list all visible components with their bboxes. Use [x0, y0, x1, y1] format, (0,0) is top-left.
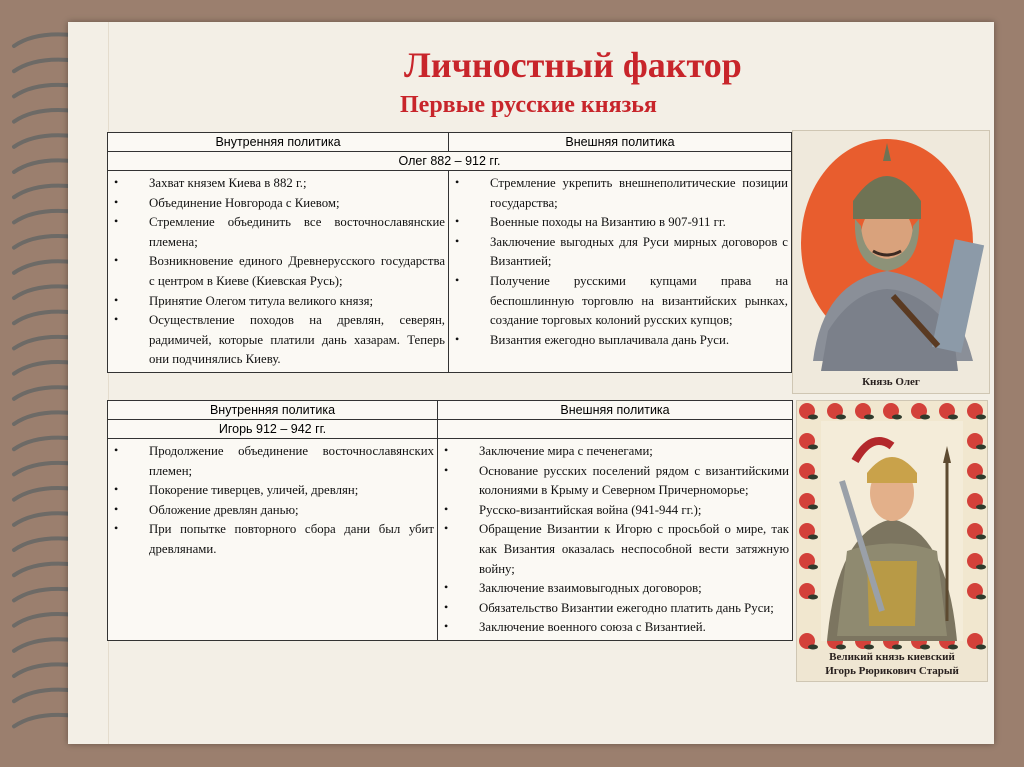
list-item-text: Обложение древлян данью; — [149, 502, 299, 517]
ornament-leaf — [808, 595, 818, 600]
ornament-leaf — [808, 475, 818, 480]
oleg-internal-list — [108, 171, 448, 372]
list-item-text: Захват князем Киева в 882 г.; — [149, 176, 307, 190]
list-item-text: Покорение тиверцев, уличей, древлян; — [149, 483, 359, 498]
list-item-text: Русско-византийская война (941-944 гг.); — [479, 502, 702, 517]
oleg-internal-cell — [108, 171, 449, 373]
bullet-icon: • — [444, 521, 449, 536]
list-item — [438, 520, 789, 579]
list-item-text: Продолжение объединение восточнославянских племен; — [149, 444, 434, 478]
list-item — [108, 292, 445, 312]
list-item-text: Осуществление походов на древлян, северян, радимичей, которые платили дань хазарам. Теперь они подчинялись Киеву. — [149, 313, 445, 367]
ornament-leaf — [892, 415, 902, 420]
page-title: Личностный фактор — [404, 45, 742, 85]
list-item — [108, 252, 445, 291]
ornament-leaf — [976, 445, 986, 450]
list-item — [449, 213, 788, 233]
list-item — [438, 462, 789, 501]
igor-portrait-caption-line1: Великий князь киевский — [829, 651, 955, 663]
list-item-text: Возникновение единого Древнерусского государства с центром в Киеве (Киевская Русь); — [149, 254, 445, 288]
igor-internal-cell — [108, 439, 438, 641]
list-item — [108, 520, 434, 559]
oleg-portrait-image — [793, 131, 989, 393]
ornament-leaf — [836, 645, 846, 650]
bullet-icon: • — [455, 272, 460, 287]
ornament-leaf — [808, 535, 818, 540]
bullet-icon: • — [455, 175, 460, 189]
igor-portrait-image — [797, 401, 987, 681]
list-item — [449, 331, 788, 351]
bullet-icon: • — [444, 580, 449, 595]
igor-policy-table — [107, 400, 793, 641]
bullet-icon: • — [114, 292, 119, 307]
list-item-text: Византия ежегодно выплачивала дань Руси. — [490, 332, 730, 347]
external-policy-header: Внешняя политика — [449, 133, 792, 152]
ornament-leaf — [808, 445, 818, 450]
bullet-icon: • — [444, 599, 449, 614]
list-item-text: Военные походы на Византию в 907-911 гг. — [490, 215, 726, 230]
internal-policy-header: Внутренняя политика — [108, 401, 438, 420]
list-item — [108, 481, 434, 501]
bullet-icon: • — [114, 253, 119, 268]
bullet-icon: • — [455, 233, 460, 248]
bullet-icon: • — [114, 214, 119, 229]
page-subtitle: Первые русские князья — [400, 92, 657, 118]
igor-portrait-caption-line2: Игорь Рюрикович Старый — [825, 665, 959, 677]
ornament-leaf — [976, 475, 986, 480]
ornament-leaf — [948, 645, 958, 650]
list-item — [108, 194, 445, 214]
bullet-icon: • — [444, 619, 449, 634]
oleg-policy-table — [107, 132, 792, 373]
internal-policy-header: Внутренняя политика — [108, 133, 449, 152]
bullet-icon: • — [114, 312, 119, 327]
list-item-text: Заключение выгодных для Руси мирных договоров с Византией; — [490, 234, 788, 269]
list-item — [108, 311, 445, 370]
list-item — [108, 442, 434, 481]
list-item — [108, 213, 445, 252]
list-item — [449, 174, 788, 213]
list-item-text: Основание русских поселений рядом с византийскими колониями в Крыму и Северном Причерноморье; — [479, 463, 789, 498]
ornament-leaf — [976, 565, 986, 570]
bullet-icon: • — [455, 214, 460, 229]
oleg-external-cell — [449, 171, 792, 373]
bullet-icon: • — [114, 194, 119, 209]
ornament-leaf — [892, 645, 902, 650]
bullet-icon: • — [114, 482, 119, 497]
list-item-text: Принятие Олегом титула великого князя; — [149, 293, 374, 308]
ruler-oleg-header: Олег 882 – 912 гг. — [108, 152, 792, 171]
list-item — [438, 501, 789, 521]
ornament-leaf — [808, 415, 818, 420]
ornament-leaf — [976, 645, 986, 650]
list-item — [108, 174, 445, 194]
ornament-leaf — [920, 415, 930, 420]
list-item-text: Заключение мира с печенегами; — [479, 444, 653, 458]
list-item — [438, 442, 789, 462]
igor-external-list — [438, 439, 792, 640]
prince-oleg-portrait — [792, 130, 990, 394]
bullet-icon: • — [444, 462, 449, 477]
bullet-icon: • — [444, 501, 449, 516]
ornament-leaf — [836, 415, 846, 420]
bullet-icon: • — [114, 443, 119, 457]
list-item — [449, 233, 788, 272]
list-item — [108, 501, 434, 521]
oleg-external-list — [449, 171, 791, 352]
ornament-leaf — [808, 565, 818, 570]
ornament-leaf — [976, 595, 986, 600]
prince-igor-portrait — [796, 400, 988, 682]
bullet-icon: • — [114, 521, 119, 536]
list-item — [438, 618, 789, 638]
bullet-icon: • — [114, 175, 119, 189]
list-item-text: Обращение Византии к Игорю с просьбой о мире, так как Византия оказалась неспособной вести затяжную войну; — [479, 522, 789, 576]
ornament-leaf — [920, 645, 930, 650]
list-item-text: Заключение взаимовыгодных договоров; — [479, 581, 702, 596]
ruler-igor-header-blank — [438, 420, 793, 439]
list-item — [438, 599, 789, 619]
ornament-leaf — [976, 535, 986, 540]
list-item-text: При попытке повторного сбора дани был убит древлянами. — [149, 522, 434, 556]
list-item-text: Обязательство Византии ежегодно платить дань Руси; — [479, 600, 774, 615]
igor-external-cell — [438, 439, 793, 641]
list-item — [438, 579, 789, 599]
ornament-leaf — [864, 645, 874, 650]
list-item-text: Объединение Новгорода с Киевом; — [149, 195, 340, 210]
list-item-text: Заключение военного союза с Византией. — [479, 620, 706, 635]
ornament-leaf — [948, 415, 958, 420]
external-policy-header: Внешняя политика — [438, 401, 793, 420]
list-item-text: Получение русскими купцами права на беспошлинную торговлю на византийских рынках, создание торговых колоний русских купцов; — [490, 273, 788, 328]
ruler-igor-header: Игорь 912 – 942 гг. — [108, 420, 438, 439]
bullet-icon: • — [114, 501, 119, 516]
ornament-leaf — [864, 415, 874, 420]
list-item-text: Стремление укрепить внешнеполитические позиции государства; — [490, 176, 788, 210]
bullet-icon: • — [455, 331, 460, 346]
igor-internal-list — [108, 439, 437, 562]
ornament-leaf — [808, 505, 818, 510]
list-item-text: Стремление объединить все восточнославянские племена; — [149, 215, 445, 249]
oleg-portrait-caption: Князь Олег — [862, 376, 920, 388]
list-item — [449, 272, 788, 331]
bullet-icon: • — [444, 443, 449, 457]
ornament-leaf — [976, 505, 986, 510]
ornament-leaf — [976, 415, 986, 420]
ornament-leaf — [808, 645, 818, 650]
